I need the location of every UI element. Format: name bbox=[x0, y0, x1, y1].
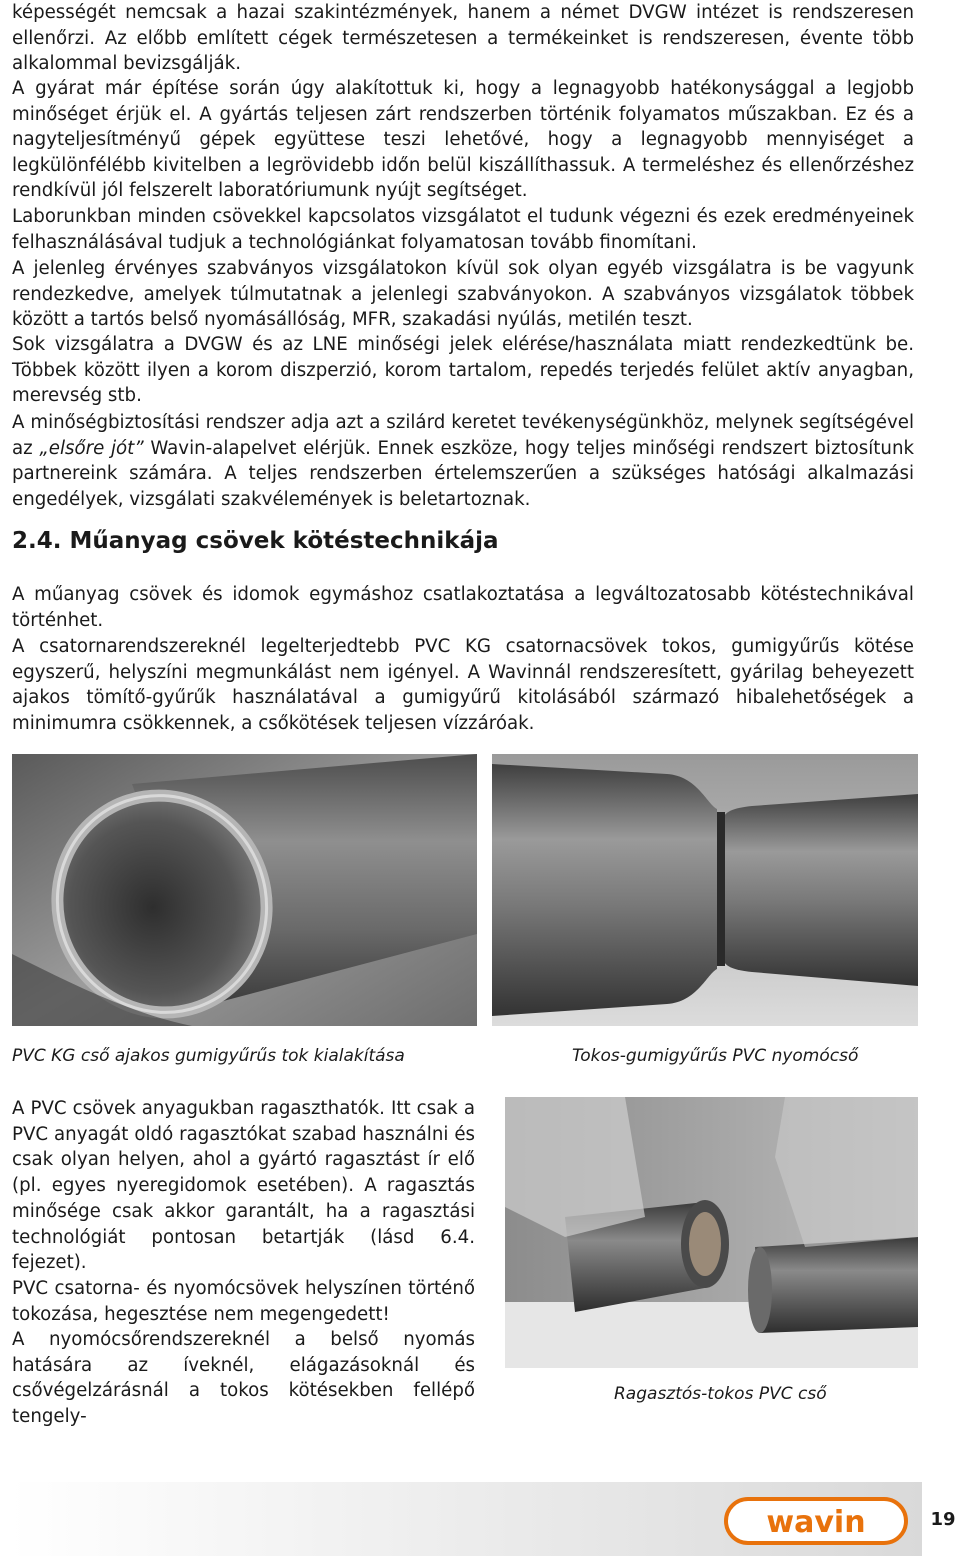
first-time-right-phrase: „elsőre jót” bbox=[39, 437, 144, 459]
axial-force-paragraph: A nyomócsőrendszereknél a belső nyomás hatására az íveknél, elágazásoknál és csővégelzárásnál a tokos kötésekben fellépő tengely- bbox=[12, 1329, 475, 1428]
pressure-pipe-illustration bbox=[492, 754, 918, 1026]
wavin-logo bbox=[724, 1496, 908, 1546]
pvc-kg-socket-photo bbox=[12, 754, 477, 1026]
quality-text-start: A minőségbiztosítási rendszer adja azt a szilárd keretet tevékenységünkhöz, melynek segítségével az bbox=[12, 412, 914, 459]
svg-text:wavin: wavin bbox=[766, 1505, 866, 1540]
laboratory-paragraph: Laborunkban minden csövekkel kapcsolatos vizsgálatot el tudunk végezni és ezek eredményeinek felhasználásával tudjuk a technológiánkat folyamatosan tovább finomítani. bbox=[12, 206, 914, 253]
caption-socket-photo: PVC KG cső ajakos gumigyűrűs tok kialakítása bbox=[12, 1046, 405, 1066]
glued-socket-photo bbox=[505, 1097, 918, 1368]
adhesive-paragraph: A PVC csövek anyagukban ragaszthatók. Itt csak a PVC anyagát oldó ragasztókat szabad használni és csak olyan helyen, ahol a gyártó ragasztást ír elő (pl. egyes nyeregidomok esetében). A ragasztás minősége csak akkor garantált, ha a ragasztási technológiát pontosan betartják (lásd 6.4. fejezet). bbox=[12, 1098, 475, 1274]
caption-glued-socket-photo: Ragasztós-tokos PVC cső bbox=[614, 1384, 827, 1404]
caption-pressure-pipe-photo: Tokos-gumigyűrűs PVC nyomócső bbox=[572, 1046, 859, 1066]
site-socketing-paragraph: PVC csatorna- és nyomócsövek helyszínen történő tokozása, hegesztése nem megengedett! bbox=[12, 1278, 475, 1325]
joining-intro-paragraph: A műanyag csövek és idomok egymáshoz csatlakoztatása a legváltozatosabb kötéstechnikával történhet. bbox=[12, 584, 914, 631]
page-number: 19 bbox=[930, 1508, 956, 1530]
factory-paragraph: A gyárat már építése során úgy alakítottuk ki, hogy a legnagyobb hatékonysággal a legjobb minőséget érjük el. A gyártás teljesen zárt rendszerben történik folyamatos műszakban. Ez és a nagyteljesítményű gépek együttese teszi lehetővé, hogy a legnagyobb mennyiséget a legkülönfélébb kivitelben a legrövidebb időn belül kiszállíthassuk. A termeléshez és ellenőrzéshez rendkívül jól felszerelt laboratóriumunk nyújt segítséget. bbox=[12, 78, 914, 202]
pipe-socket-illustration bbox=[12, 754, 477, 1026]
gluing-illustration bbox=[505, 1097, 918, 1368]
certification-paragraph: Sok vizsgálatra a DVGW és az LNE minőségi jelek elérése/használata miatt rendezkedtünk be. Többek között ilyen a korom diszperzió, korom tartalom, repedés terjedés felület aktív anyagban, merevség stb. bbox=[12, 334, 914, 407]
pressure-pipe-photo bbox=[492, 754, 918, 1026]
intro-paragraph: képességét nemcsak a hazai szakintézmények, hanem a német DVGW intézet is rendszeresen ellenőrzi. Az előbb említett cégek természetesen a termékeinket is rendszeresen, évente több alkalommal bevizsgálják. bbox=[12, 2, 914, 75]
seal-ring-paragraph: A csatornarendszereknél legelterjedtebb PVC KG csatornacsövek tokos, gumigyűrűs kötése egyszerű, helyszíni megmunkálást nem igényel. A Wavinnál rendszeresített, gyárilag beheyezett ajakos tömítő-gyűrűk használatával a gumigyűrű kitolásából származó hibalehetőségek a minimumra csökkennek, a csőkötések teljesen vízzáróak. bbox=[12, 636, 914, 734]
quality-text-end: Wavin-alapelvet elérjük. Ennek eszköze, hogy teljes minőségi rendszert biztosítunk partnereink számára. A teljes rendszerben értelemszerűen a szükséges hatósági alkalmazási engedélyek, vizsgálati szakvélemények is beletartoznak. bbox=[12, 437, 915, 510]
standards-paragraph: A jelenleg érvényes szabványos vizsgálatokon kívül sok olyan egyéb vizsgálatra is be vagyunk rendezkedve, amelyek túlmutatnak a jelenlegi szabványokon. A szabványos vizsgálatok többek között a tartós belső nyomásállóság, MFR, szakadási nyúlás, metilén teszt. bbox=[12, 258, 914, 331]
section-heading: 2.4. Műanyag csövek kötéstechnikája bbox=[12, 528, 499, 554]
quality-system-paragraph bbox=[12, 410, 914, 512]
